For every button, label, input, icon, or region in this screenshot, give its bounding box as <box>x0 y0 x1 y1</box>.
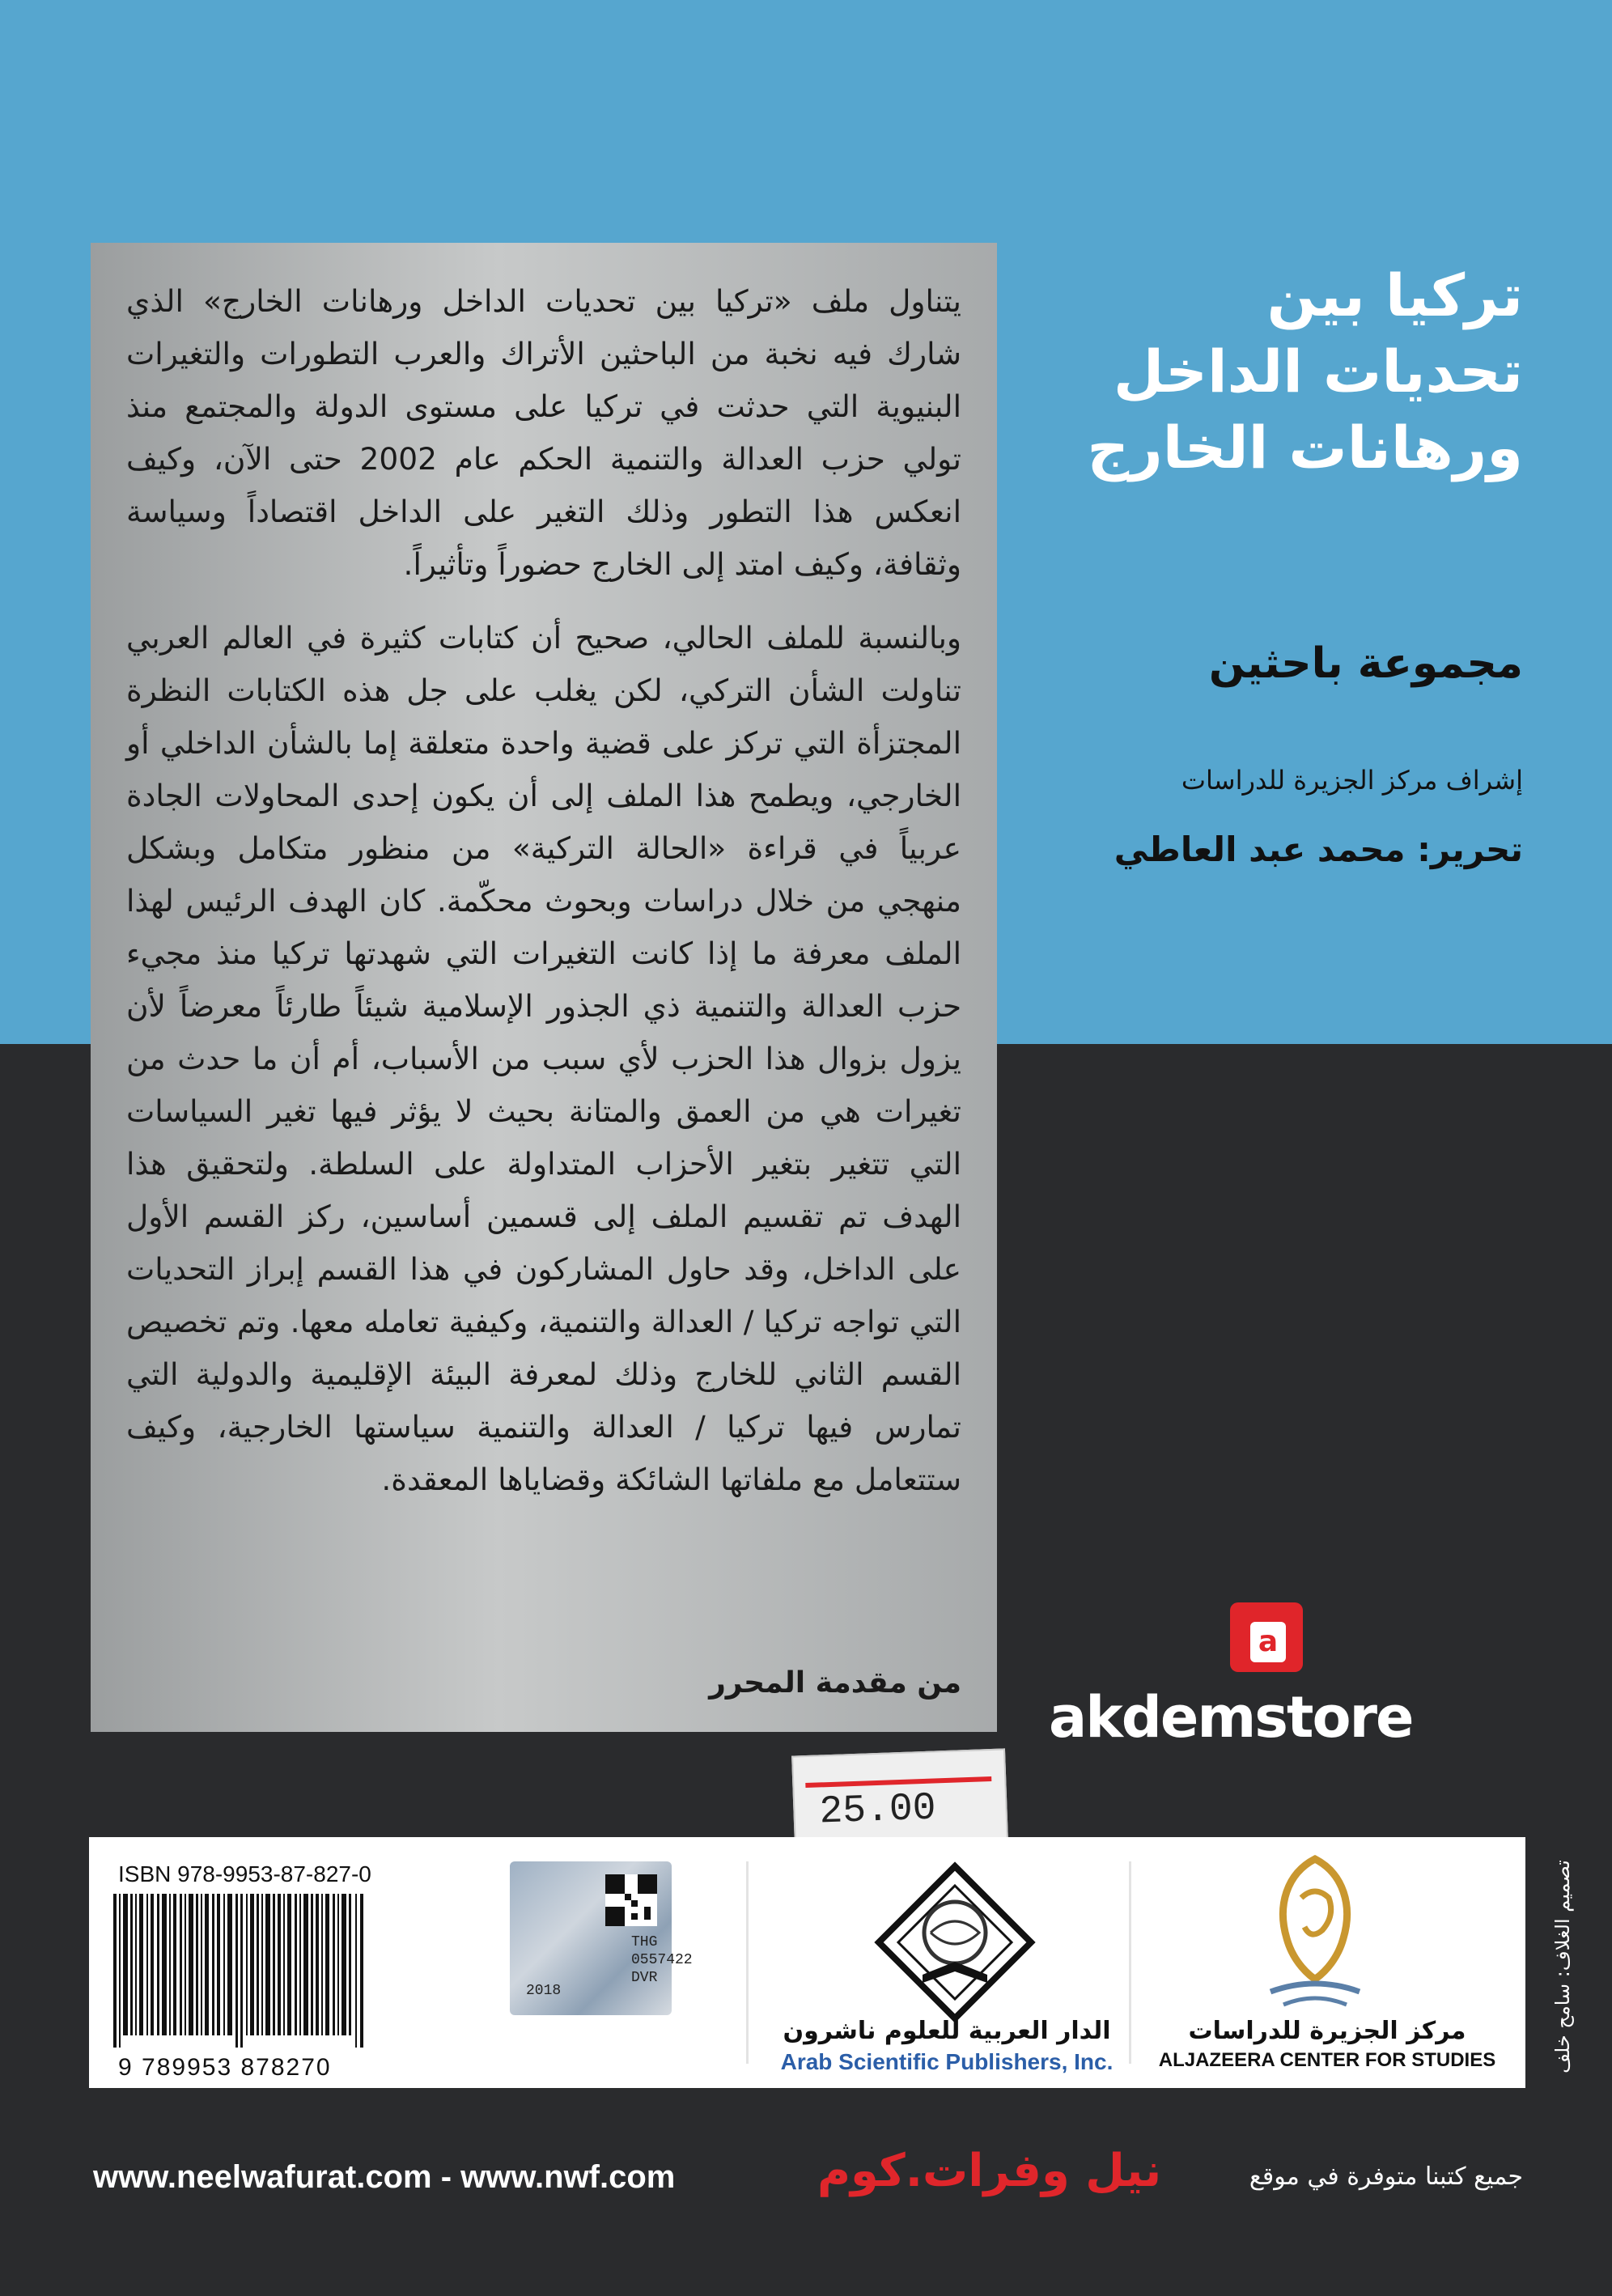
publisher-logo-icon <box>874 1861 1036 2023</box>
barcode-icon <box>113 1894 364 2048</box>
price-sticker <box>791 1748 1008 1848</box>
strip-divider-2 <box>1129 1861 1131 2064</box>
title-line-2: تحديات الداخل <box>1113 337 1523 405</box>
price-strike <box>805 1776 991 1788</box>
editor: تحرير: محمد عبد العاطي <box>1114 830 1523 869</box>
holo-year: 2018 <box>526 1983 562 1999</box>
holo-suffix: DVR <box>631 1970 658 1986</box>
blurb-source: من مقدمة المحرر <box>709 1666 961 1700</box>
book-title <box>1005 257 1523 486</box>
hologram-sticker <box>510 1861 693 2015</box>
authors: مجموعة باحثين <box>1208 639 1523 688</box>
blurb-paragraph-1: يتناول ملف «تركيا بين تحديات الداخل ورهانات الخارج» الذي شارك فيه نخبة من الباحثين الأتراك والعرب التطورات والتغيرات البنيوية التي حدثت في تركيا على مستوى الدولة والمجتمع منذ تولي حزب العدالة والتنمية الحكم عام 2002 حتى الآن، وكيف انعكس هذا التطور وذلك التغير على الداخل اقتصاداً وسياسة وثقافة، وكيف امتد إلى الخارج حضوراً وتأثيراً. <box>126 283 961 582</box>
publisher-name-english: Arab Scientific Publishers, Inc. <box>780 2049 1114 2074</box>
qr-icon <box>605 1874 657 1926</box>
publisher-strip <box>89 1837 1525 2088</box>
store-badge-letter: a <box>1250 1622 1286 1662</box>
center-name-english: ALJAZEERA CENTER FOR STUDIES <box>1158 2049 1496 2071</box>
blurb-panel <box>91 243 997 1732</box>
footer-brand: نيل وفرات.كوم <box>817 2145 1162 2197</box>
footer-urls: www.neelwafurat.com - www.nwf.com <box>93 2159 676 2195</box>
center-name-arabic: مركز الجزيرة للدراسات <box>1188 2017 1466 2045</box>
isbn: ISBN 978-9953-87-827-0 <box>118 1861 371 1886</box>
publisher-name-arabic: الدار العربية للعلوم ناشرون <box>783 2017 1111 2045</box>
holo-serial: 0557422 <box>631 1952 693 1968</box>
holo-code: THG <box>631 1934 658 1950</box>
barcode-number: 9 789953 878270 <box>118 2054 332 2081</box>
title-line-1: تركيا بين <box>1266 261 1523 329</box>
footer-note: جميع كتبنا متوفرة في موقع <box>1249 2162 1523 2191</box>
blurb-paragraph-2: وبالنسبة للملف الحالي، صحيح أن كتابات كثيرة في العالم العربي تناولت الشأن التركي، لكن يغلب على جل هذه الكتابات النظرة المجتزأة التي تركز على قضية واحدة متعلقة إما بالشأن الداخلي أو الخارجي، ويطمح هذا الملف إلى أن يكون إحدى المحاولات الجادة عربياً في قراءة «الحالة التركية» من منظور متكامل وبشكل منهجي من خلال دراسات وبحوث محكّمة. كان الهدف الرئيس لهذا الملف معرفة ما إذا كانت التغيرات التي شهدتها تركيا منذ مجيء حزب العدالة والتنمية ذي الجذور الإسلامية شيئاً طارئاً معرضاً لأن يزول بزوال هذا الحزب لأي سبب من الأسباب، أم أن ما حدث من تغيرات هي من العمق والمتانة بحيث لا يؤثر فيها تغير السياسات التي تتغير بتغير الأحزاب المتداولة على السلطة. ولتحقيق هذا الهدف تم تقسيم الملف إلى قسمين أساسين، ركز القسم الأول على الداخل، وقد حاول المشاركون في هذا القسم إبراز التحديات التي تواجه تركيا / العدالة والتنمية، وكيفية تعامله معها. وتم تخصيص القسم الثاني للخارج وذلك لمعرفة البيئة الإقليمية والدولية التي تمارس فيها تركيا / العدالة والتنمية سياستها الخارجية، وكيف ستتعامل مع ملفاتها الشائكة وقضاياها المعقدة. <box>126 620 961 1497</box>
cover-design-credit-area <box>1549 1833 1576 2100</box>
barcode-area <box>89 1837 380 2088</box>
supervision: إشراف مركز الجزيرة للدراسات <box>1181 765 1523 796</box>
title-line-3: ورهانات الخارج <box>1087 414 1523 482</box>
store-badge-icon <box>1230 1602 1303 1672</box>
store-name: akdemstore <box>1049 1684 1413 1751</box>
strip-divider-1 <box>746 1861 749 2064</box>
cover-design-credit: تصميم الغلاف: سامح خلف <box>1551 1860 1574 2073</box>
price-value: 25.00 <box>818 1786 937 1835</box>
aljazeera-logo-icon <box>1254 1849 1376 2011</box>
